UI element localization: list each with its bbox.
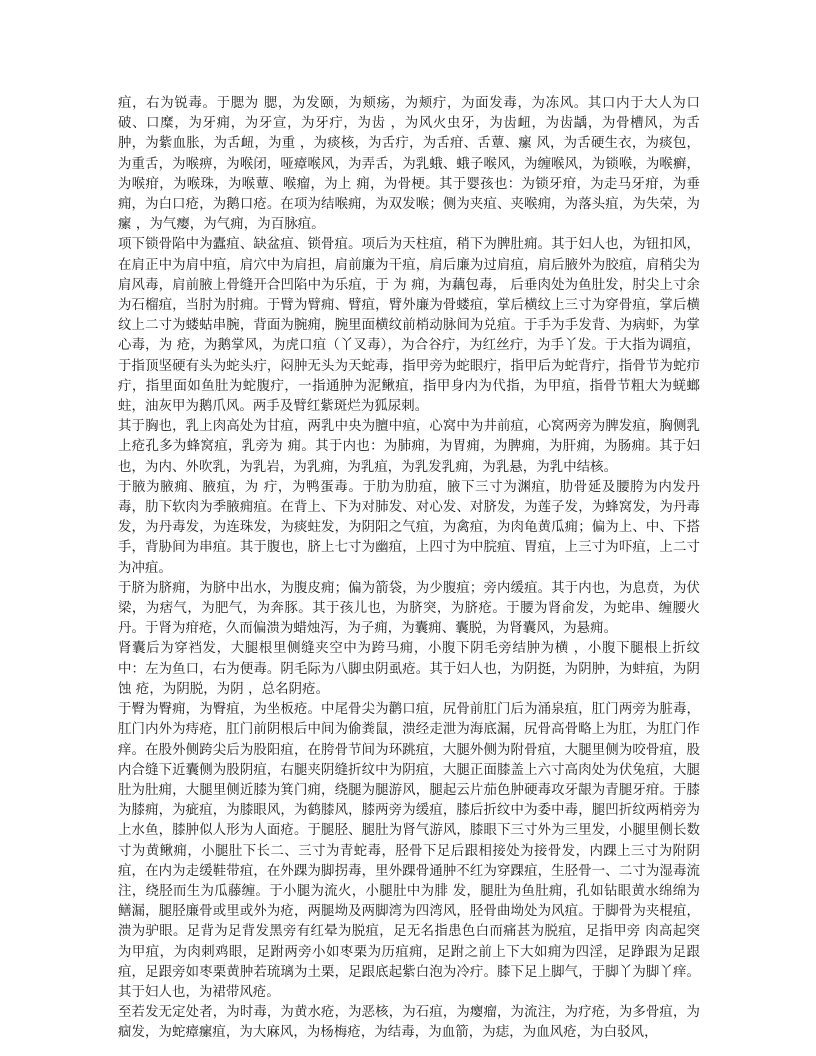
paragraph-groin-genital: 肾囊后为穿裆发，大腿根里侧缝夹空中为跨马痈，小腹下阴毛旁结肿为横 ，小腹下腿根上折纹中：左为鱼口，右为便毒。阴毛际为八脚虫阴虱疮。其于妇人也，为阴挺，为阴肿，为蚌疽，为阴蚀 疮，为阴脱，为阴 ，总名阴疮。: [118, 641, 700, 697]
paragraph-head-face: 疽，右为锐毒。于腮为 腮，为发颐，为颊疡，为颊疔，为面发毒，为冻风。其口内于大人为口破、口糜，为牙痈，为牙宣，为牙疔，为齿 ，为风火虫牙，为齿衄，为齿龋，为骨槽风，为舌肿，为紫血胀，为舌衄，为重 ，为痰核，为舌疔，为舌疳、舌蕈、瘰 风，为舌硬生衣，为痰包，为重舌，为喉痹，为喉闭，哑瘴喉风，为弄舌，为乳蛾、蛾子喉风，为缠喉风，为锁喉，为喉癣，为喉疳，为喉珠，为喉蕈、喉瘤，为上 痈，为骨梗。其于婴孩也：为锁牙疳，为走马牙疳，为垂痈，为白口疮，为鹅口疮。在项为结喉痈，为双发喉；侧为夹疽、夹喉痈，为落头疽，为失荣，为瘰 ，为气瘿，为气痈，为百脉疽。: [118, 96, 700, 233]
paragraph-no-fixed-location: 至若发无定处者，为时毒，为黄水疮，为恶核，为石疽，为瘿瘤，为流注，为疗疮，为多骨疽，为痼发，为蛇瘴瘰疽，为大麻风，为杨梅疮，为结毒，为血箭，为痣，为血风疮，为白驳风，: [118, 1005, 700, 1041]
paragraph-navel-waist-kidney: 于脐为脐痈，为脐中出水，为腹皮痈；偏为箭袋，为少腹疽；旁内缓疽。其于内也，为息贲，为伏梁，为痞气，为肥气，为奔豚。其于孩儿也，为脐突，为脐疮。于腰为肾俞发，为蛇串、缠腰火丹。于肾为疳疮，久而偏溃为蜡烛泻，为子痈，为囊痈、囊脱，为肾囊风，为悬痈。: [118, 580, 700, 637]
paragraph-neck-shoulder-arm-hand: 项下锁骨陷中为蠹疽、缺盆疽、锁骨疽。项后为天柱疽，稍下为脾肚痈。其于妇人也，为钮扣风，在肩正中为肩中疽，肩穴中为肩担，肩前廉为干疽，肩后廉为过肩疽，肩后腋外为胶疽，肩稍尖为肩风毒，肩前腋上骨缝开合凹陷中为乐疽，于 为 痈，为藕包毒， 后垂肉处为鱼肚发，肘尖上寸余为石榴疽，当肘为肘痈。于臂为臂痈、臂疽，臂外廉为骨蝼疽，掌后横纹上三寸为穿骨疽，掌后横纹上二寸为蝼蛄串腕，背面为腕痈，腕里面横纹前梢动脉间为兑疽。于手为手发背、为病虾，为掌心毒，为 疮，为鹅掌风，为虎口疽（丫叉毒），为合谷疔，为红丝疔，为手丫发。于大指为调疽，于指顶坚硬有头为蛇头疔，闷肿无头为天蛇毒，指甲旁为蛇眼疔，指甲后为蛇背疔，指骨节为蛇疖疔，指里面如鱼肚为蛇腹疔，一指通肿为泥鳅疽，指甲身内为代指，为甲疽，指骨节粗大为蜣螂蛀，油灰甲为鹅爪风。两手及臂红紫斑烂为狐尿刺。: [118, 237, 700, 415]
paragraph-chest-breast: 其于胸也，乳上肉高处为甘疽，两乳中央为膻中疽，心窝中为井前疽，心窝两旁为脾发疽，胸侧乳上疮孔多为蜂窝疽，乳旁为 痈。其于内也：为肺痈，为胃痈，为脾痈，为肝痈，为肠痈。其于妇也，为内、外吹乳，为乳岩，为乳痈，为乳疽，为乳发乳痈，为乳悬，为乳中结核。: [118, 419, 700, 475]
paragraph-armpit-back-abdomen: 于腋为腋痈、腋疽，为 疔，为鸭蛋毒。于肋为肋疽，腋下三寸为渊疽，肋骨延及腰胯为内发丹毒，肋下软肉为季腋痈疽。在背上、下为对肺发、对心发、对脐发，为莲子发，为蜂窝发，为丹毒发，为丹毒发，为连珠发，为痰蛀发，为阴阳之气疽，为禽疽，为肉龟黄瓜痈；偏为上、中、下搭手，背胁间为串疽。其于腹也，脐上七寸为幽疽，上四寸为中脘疽、胃疽，上三寸为吓疽，上二寸为冲疽。: [118, 479, 700, 576]
document-body: [118, 94, 700, 1044]
paragraph-buttock-leg-foot: 于臀为臀痈，为臀疽，为坐板疮。中尾骨尖为鹳口疽，尻骨前肛门后为涌泉疽，肛门两旁为脏毒，肛门内外为痔疮，肛门前阴根后中间为偷粪鼠，溃经走泄为海底漏，尻骨高骨略上为肛，为肛门作痒。在股外侧跨尖后为股阳疽，在胯骨节间为环跳疽，大腿外侧为附骨疽，大腿里侧为咬骨疽，股内合缝下近囊侧为股阴疽，右腿夹阴缝折纹中为阴疽，大腿正面膝盖上六寸高肉处为伏兔疽，大腿肚为肚痈，大腿里侧近膝为箕门痈，绕腿为腿游风，腿起云片茄色肿硬毒攻牙龈为青腿牙疳。于膝为膝痈，为疵疽，为膝眼风，为鹤膝风，膝两旁为缓疽，膝后折纹中为委中毒，腿凹折纹两梢旁为上水鱼，膝肿似人形为人面疮。于腿胫、腿肚为肾气游风，膝眼下三寸外为三里发，小腿里侧长数寸为黄鳅痈，小腿肚下长二、三寸为青蛇毒，胫骨下足后跟相接处为接骨发，内踝上三寸为附阴疽，在内为走缓鞋带疽，在外踝为脚拐毒，里外踝骨通肿不红为穿踝疽，生胫骨一、二寸为湿毒流注，绕胫而生为瓜藤缠。于小腿为流火，小腿肚中为腓 发，腿肚为鱼肚痈，孔如钻眼黄水绵绵为鳝漏，腿胫廉骨或里或外为疮，两腿坳及两脚湾为四湾风，胫骨曲坳处为风疽。于脚骨为夹棍疽，溃为驴眼。足背为足背发黑旁有红晕为脱疽，足无名指患色白而痛甚为脱疽，足指甲旁 肉高起突为甲疽，为肉刺鸡眼，足跗两旁小如枣栗为历疽痈，足跗之前上下大如痈为四淫，足踭跟为足跟疽，足跟旁如枣栗黄肿若琉璃为土栗，足跟底起紫白泡为冷疔。膝下足上脚气，于脚丫为脚丫痒。其于妇人也，为裙带风疮。: [118, 702, 700, 1000]
